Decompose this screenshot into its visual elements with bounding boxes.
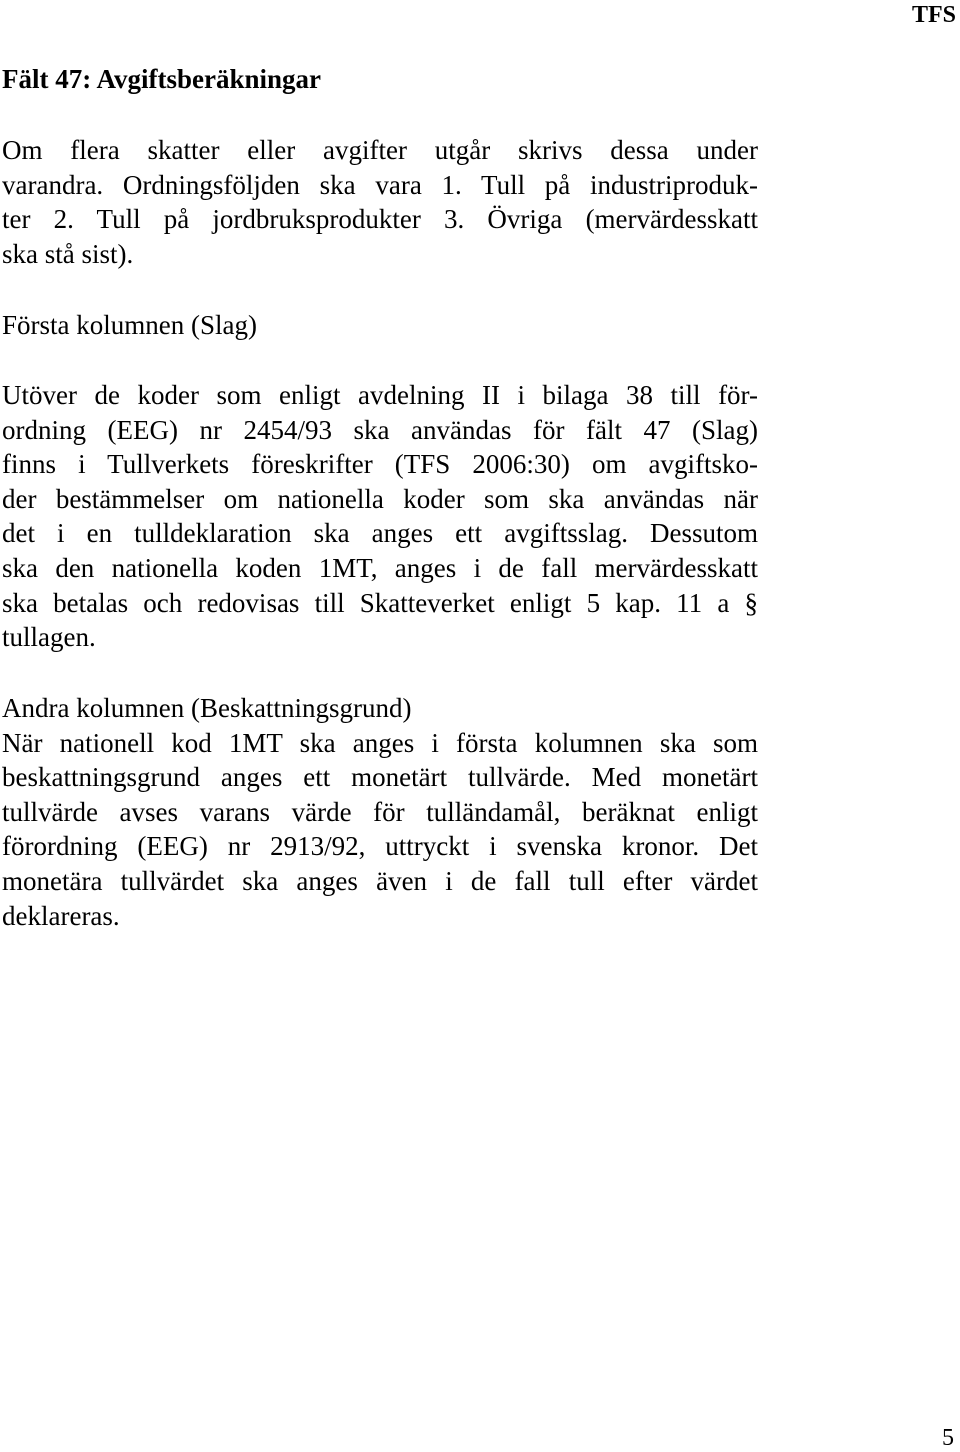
text-line: Första kolumnen (Slag) [2,310,257,340]
text-line: ter 2. Tull på jordbruksprodukter 3. Övriga (mervärdesskatt [2,204,758,235]
subheading-first-column [2,308,758,343]
text-line: beskattningsgrund anges ett monetärt tullvärde. Med monetärt [2,762,758,793]
text-line: der bestämmelser om nationella koder som ska användas när [2,483,758,514]
text-line: förordning (EEG) nr 2913/92, uttryckt i svenska kronor. Det [2,831,758,862]
page-number: 5 [942,1425,954,1451]
text-line: ordning (EEG) nr 2454/93 ska användas för fält 47 (Slag) [2,414,758,445]
text-line: När nationell kod 1MT ska anges i första kolumnen ska som [2,727,758,758]
paragraph-first-column [2,378,758,655]
text-line: varandra. Ordningsföljden ska vara 1. Tull på industriproduk- [2,169,758,200]
text-line: finns i Tullverkets föreskrifter (TFS 2006:30) om avgiftsko- [2,449,758,480]
text-line: ska betalas och redovisas till Skatteverket enligt 5 kap. 11 a § [2,587,758,618]
text-line: Om flera skatter eller avgifter utgår skrivs dessa under [2,135,758,165]
text-line: deklareras. [2,900,120,931]
section-title: Fält 47: Avgiftsberäkningar [2,64,321,94]
text-line: Utöver de koder som enligt avdelning II i bilaga 38 till för- [2,380,758,410]
text-line: det i en tulldeklaration ska anges ett avgiftsslag. Dessutom [2,518,758,549]
text-line: monetära tullvärdet ska anges även i de fall tull efter värdet [2,865,758,896]
text-line: tullagen. [2,622,96,653]
paragraph-second-column [2,691,758,933]
text-line: tullvärde avses varans värde för tulländamål, beräknat enligt [2,796,758,827]
text-line: ska stå sist). [2,238,134,269]
text-line: Andra kolumnen (Beskattningsgrund) [2,693,412,723]
paragraph-order-of-charges [2,133,758,271]
text-line: ska den nationella koden 1MT, anges i de fall mervärdesskatt [2,552,758,583]
running-header: TFS [911,2,956,28]
